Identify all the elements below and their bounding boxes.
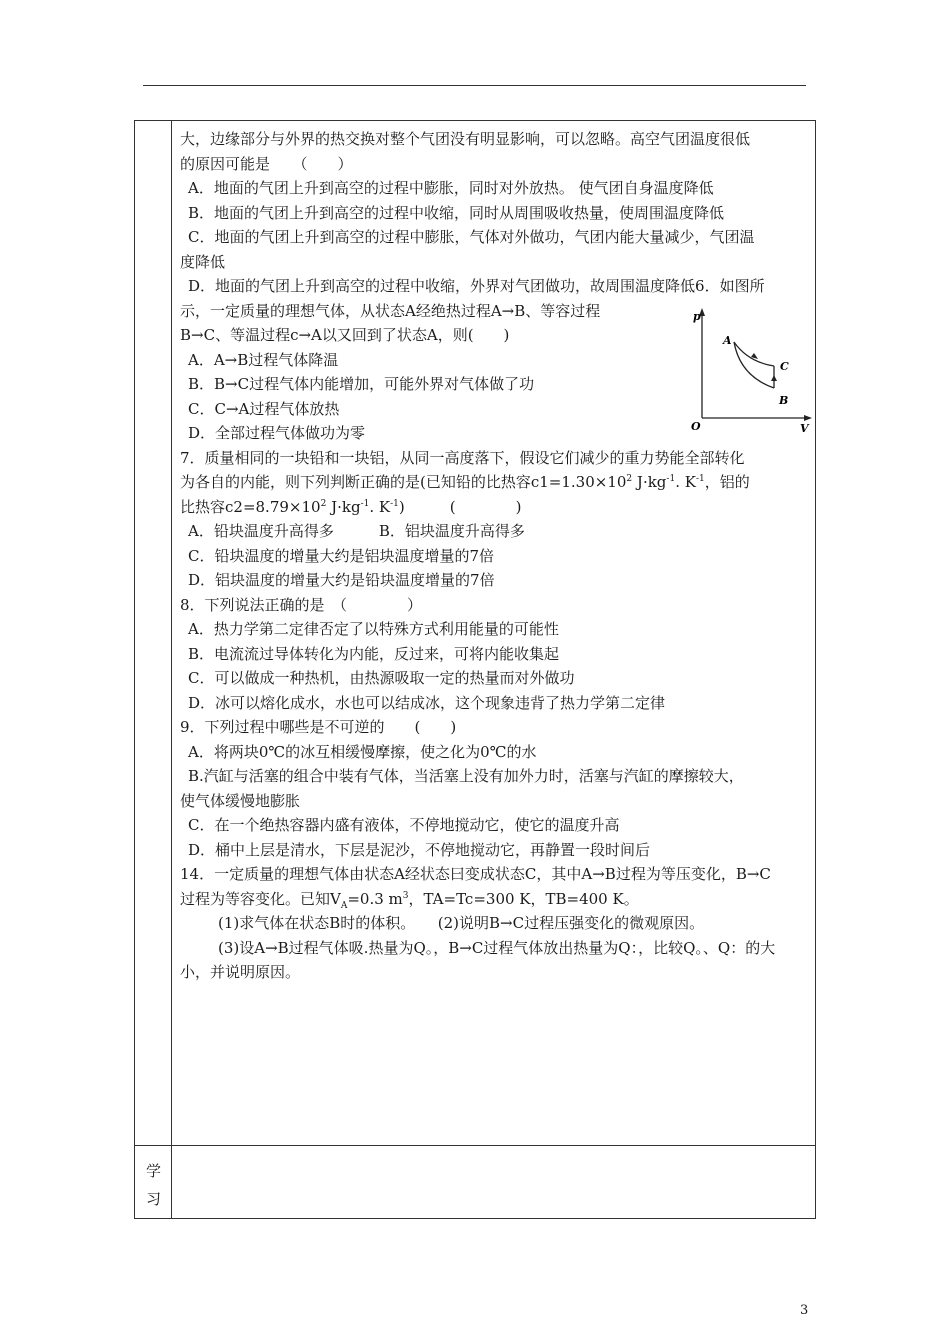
q6-option-b: B．B→C过程气体内能增加，可能外界对气体做了功: [188, 375, 535, 393]
header-rule: [143, 85, 806, 86]
q9-option-c: C．在一个绝热容器内盛有液体，不停地搅动它，使它的温度升高: [188, 816, 620, 834]
q8-stem: 8．下列说法正确的是 （ ）: [180, 595, 423, 614]
q7-stem-line1: 7．质量相同的一块铅和一块铝，从同一高度落下，假设它们减少的重力势能全部转化: [180, 448, 745, 467]
q8-option-b: B．电流流过导体转化为内能，反过来，可将内能收集起: [188, 644, 560, 663]
q6-stem-line1: 示，一定质量的理想气体，从状态A经绝热过程A→B、等容过程: [180, 301, 601, 320]
v-axis-arrow: [804, 415, 812, 421]
origin-label: O: [691, 420, 701, 433]
q5-stem-line1: 大，边缘部分与外界的热交换对整个气团没有明显影响，可以忽略。高空气团温度很低: [180, 130, 751, 148]
q7-stem-line3: 比热容$c2=8.79\times 10^2$ $J\cdot kg^{-1}$. $K^{-1}$) ( ): [180, 497, 522, 516]
arrow-b-to-c: [771, 375, 777, 381]
q9-option-a: A．将两块0℃的冰互相缓慢摩擦，使之化为0℃的水: [188, 742, 537, 761]
q7-option-d: D．铝块温度的增量大约是铅块温度增量的7倍: [188, 571, 495, 589]
q7-stem-line2: 为各自的内能，则下列判断正确的是(已知铅的比热容$c1=1.30\times 10^2$ $J\cdot kg^{-1}$. $K^{-1}$，铝的: [180, 473, 750, 491]
q6-option-a: A．A→B过程气体降温: [188, 350, 339, 369]
q9-stem: 9．下列过程中哪些是不可逆的 ( ): [180, 718, 457, 736]
q8-option-d: D．冰可以熔化成水，水也可以结成冰，这个现象违背了热力学第二定律: [188, 693, 666, 712]
q6-option-d: D．全部过程气体做功为零: [188, 424, 366, 442]
side-label-char1: 学: [146, 1162, 162, 1180]
q5-option-b: B．地面的气团上升到高空的过程中收缩，同时从周围吸收热量，使周围温度降低: [188, 203, 725, 222]
q14-subquestion-3-line2: 小，并说明原因。: [180, 963, 301, 981]
side-label-char2: 习: [146, 1190, 162, 1208]
pv-diagram: [688, 306, 813, 434]
q14-subquestions-1-2: (1)求气体在状态B时的体积。 (2)说明B→C过程压强变化的微观原因。: [218, 914, 705, 932]
q14-stem-line2: 过程为等容变化。已知$V_A=0.3$ $m^3$，TA=Tc=300 K，TB=400 K。: [180, 889, 639, 911]
point-b-label: B: [779, 394, 789, 407]
q5-option-c-line1: C．地面的气团上升到高空的过程中膨胀，气体对外做功，气团内能大量减少，气团温: [188, 228, 755, 246]
q7-option-c: C．铅块温度的增量大约是铝块温度增量的7倍: [188, 546, 495, 565]
q9-option-d: D．桶中上层是清水，下层是泥沙，不停地搅动它，再静置一段时间后: [188, 840, 651, 859]
q5-option-c-line2: 度降低: [180, 252, 226, 271]
point-c-label: C: [780, 360, 789, 373]
q5-stem-line2: 的原因可能是 （ ）: [180, 154, 353, 173]
q5-option-a: A．地面的气团上升到高空的过程中膨胀，同时对外放热。 使气团自身温度降低: [188, 179, 714, 197]
v-axis-label: V: [800, 422, 809, 434]
q7-options-ab: A．铅块温度升高得多 B．铝块温度升高得多: [188, 522, 525, 540]
q6-stem-line2: B→C、等温过程c→A以又回到了状态A，则( ): [180, 326, 510, 344]
point-a-label: A: [723, 334, 732, 347]
q14-subquestion-3-line1: (3)设A→B过程气体吸.热量为Q。，B→C过程气体放出热量为Q：，比较Q。、Q：的大: [218, 938, 776, 957]
questions-block: [180, 127, 810, 985]
q8-option-c: C．可以做成一种热机，由热源吸取一定的热量而对外做功: [188, 669, 575, 687]
table-row-divider: [134, 1145, 816, 1146]
q5-option-d: D．地面的气团上升到高空的过程中收缩，外界对气团做功，故周围温度降低6．如图所: [188, 277, 765, 295]
q9-option-b-line1: B.汽缸与活塞的组合中装有气体，当活塞上没有加外力时，活塞与汽缸的摩擦较大，: [188, 767, 744, 785]
q6-option-c: C．C→A过程气体放热: [188, 399, 340, 418]
page-number: 3: [800, 1303, 809, 1318]
table-column-divider: [171, 120, 172, 1219]
q14-stem-line1: 14．一定质量的理想气体由状态A经状态曰变成状态C，其中A→B过程为等压变化，B→C: [180, 865, 771, 883]
q9-option-b-line2: 使气体缓慢地膨胀: [180, 791, 301, 810]
q8-option-a: A．热力学第二定律否定了以特殊方式利用能量的可能性: [188, 620, 559, 638]
p-axis-label: p: [693, 310, 701, 323]
